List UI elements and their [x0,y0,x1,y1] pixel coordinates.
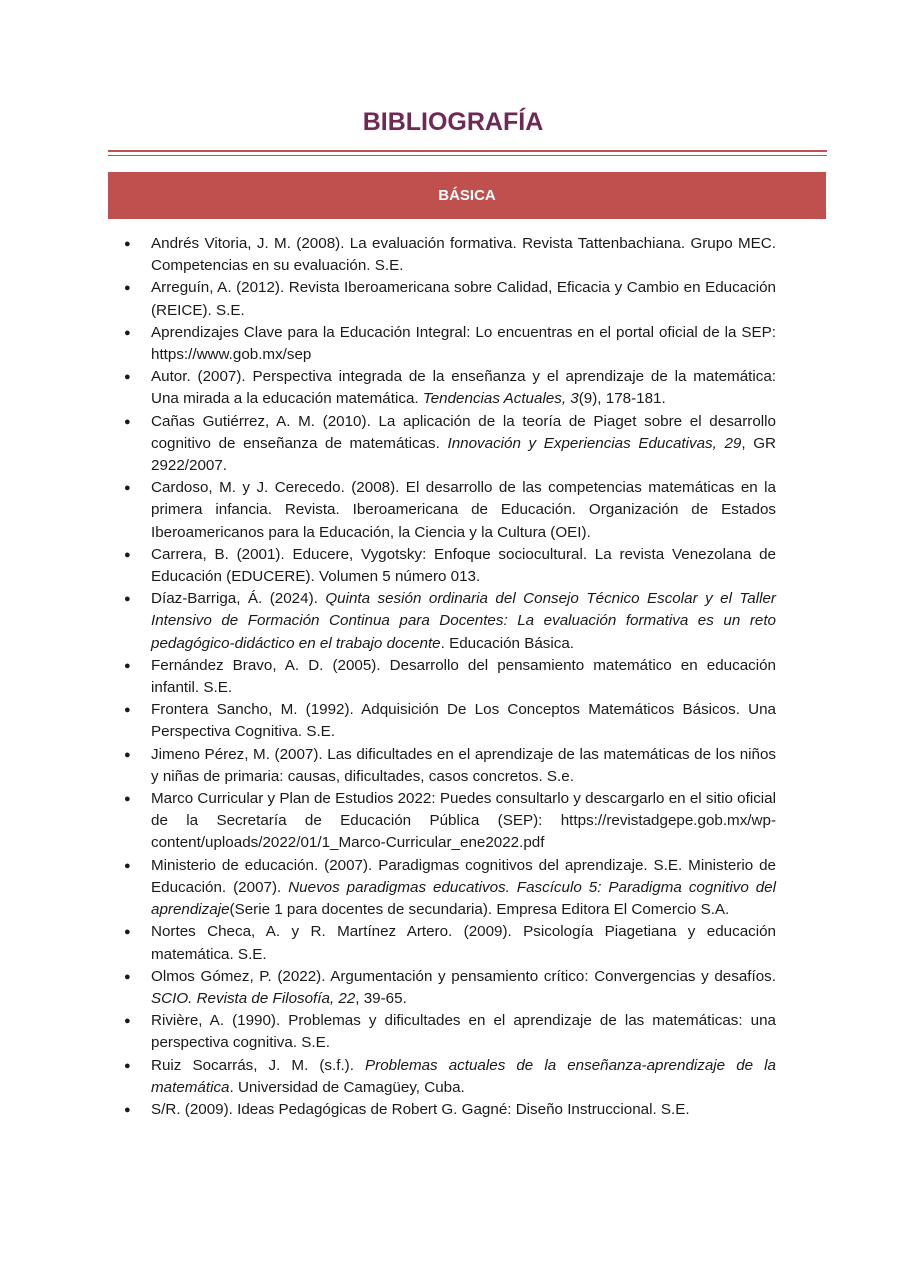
title-double-rule [108,150,827,156]
reference-item [151,1010,776,1054]
reference-italic-text: Innovación y Experiencias Educativas, 29 [447,434,742,452]
reference-text: Nortes Checa, A. y R. Martínez Artero. (2009). Psicología Piagetiana y educación matemática. S.E. [151,923,776,963]
reference-text: (Serie 1 para docentes de secundaria). Empresa Editora El Comercio S.A. [229,901,730,919]
reference-text: , GR 2922/2007. [151,434,776,475]
reference-item [151,322,776,366]
reference-item [151,966,776,1010]
reference-text: Jimeno Pérez, M. (2007). Las dificultades en el aprendizaje de las matemáticas de los niños y niñas de primaria: causas, dificultades, casos concretos. S.e. [151,745,776,785]
reference-italic-text: SCIO. Revista de Filosofía, 22 [151,989,356,1007]
reference-item [151,855,776,922]
section-header-band [108,172,826,219]
reference-item [151,544,776,588]
page-title: BIBLIOGRAFÍA [362,108,544,136]
reference-text: S/R. (2009). Ideas Pedagógicas de Robert G. Gagné: Diseño Instruccional. S.E. [151,1100,690,1118]
reference-text: Andrés Vitoria, J. M. (2008). La evaluación formativa. Revista Tattenbachiana. Grupo MEC. Competencias en su evaluación. S.E. [151,235,776,275]
reference-text: Carrera, B. (2001). Educere, Vygotsky: Enfoque sociocultural. La revista Venezolana de Educación (EDUCERE). Volumen 5 número 013. [151,545,776,586]
reference-item [151,233,776,277]
reference-item [151,921,776,965]
reference-text: Cañas Gutiérrez, A. M. (2010). La aplicación de la teoría de Piaget sobre el desarrollo cognitivo de enseñanza de matemáticas. [151,412,776,452]
reference-text: (9), 178-181. [578,390,666,408]
reference-text: Rivière, A. (1990). Problemas y dificultades en el aprendizaje de las matemáticas: una perspectiva cognitiva. S.E. [151,1012,776,1052]
reference-italic-text: Nuevos paradigmas educativos. Fascículo 5: Paradigma cognitivo del aprendizaje [151,878,776,919]
reference-italic-text: Quinta sesión ordinaria del Consejo Técnico Escolar y el Taller Intensivo de Formación Continua para Docentes: La evaluación formativa es un reto pedagógico-didáctico en el trabajo docente [151,590,776,652]
reference-italic-text: Tendencias Actuales, 3 [422,390,579,408]
reference-item [151,411,776,478]
reference-item [151,1099,776,1121]
reference-text: Cardoso, M. y J. Cerecedo. (2008). El desarrollo de las competencias matemáticas en la primera infancia. Revista. Iberoamericana de Educación. Organización de Estados Iberoamericanos para la Educación, la Ciencia y la Cultura (OEI). [151,479,776,541]
reference-text: Arreguín, A. (2012). Revista Iberoamericana sobre Calidad, Eficacia y Cambio en Educación (REICE). S.E. [151,279,776,319]
reference-text: Ruiz Socarrás, J. M. (s.f.). [151,1056,366,1074]
reference-text: . Educación Básica. [440,634,575,652]
reference-text: Autor. (2007). Perspectiva integrada de la enseñanza y el aprendizaje de la matemática: Una mirada a la educación matemática. [151,368,776,408]
reference-item [151,699,776,743]
reference-text: Marco Curricular y Plan de Estudios 2022: Puedes consultarlo y descargarlo en el sitio oficial de la Secretaría de Educación Pública (SEP): https://revistadgepe.gob.mx/wp-content/uploads/2022/01/1_Marco-Curricular_ene2022.pdf [151,790,776,852]
reference-item [151,477,776,544]
reference-list [0,233,906,1121]
reference-text: , 39-65. [355,989,407,1007]
reference-text: . Universidad de Camagüey, Cuba. [229,1078,465,1096]
reference-item [151,588,776,655]
reference-text: Ministerio de educación. (2007). Paradigmas cognitivos del aprendizaje. S.E. Ministerio de Educación. (2007). [151,856,776,896]
reference-item [151,1055,776,1099]
section-header-label: BÁSICA [438,187,496,204]
reference-item [151,788,776,855]
reference-text: Fernández Bravo, A. D. (2005). Desarrollo del pensamiento matemático en educación infantil. S.E. [151,656,776,697]
reference-item [151,366,776,410]
reference-italic-text: Problemas actuales de la enseñanza-aprendizaje de la matemática [151,1056,776,1096]
reference-item [151,655,776,699]
reference-item [151,277,776,321]
reference-text: Aprendizajes Clave para la Educación Integral: Lo encuentras en el portal oficial de la SEP: https://www.gob.mx/sep [151,323,776,364]
reference-text: Díaz-Barriga, Á. (2024). [151,590,326,608]
reference-text: Frontera Sancho, M. (1992). Adquisición De Los Conceptos Matemáticos Básicos. Una Perspectiva Cognitiva. S.E. [151,701,776,741]
reference-item [151,744,776,788]
reference-text: Olmos Gómez, P. (2022). Argumentación y pensamiento crítico: Convergencias y desafíos. [151,967,776,985]
